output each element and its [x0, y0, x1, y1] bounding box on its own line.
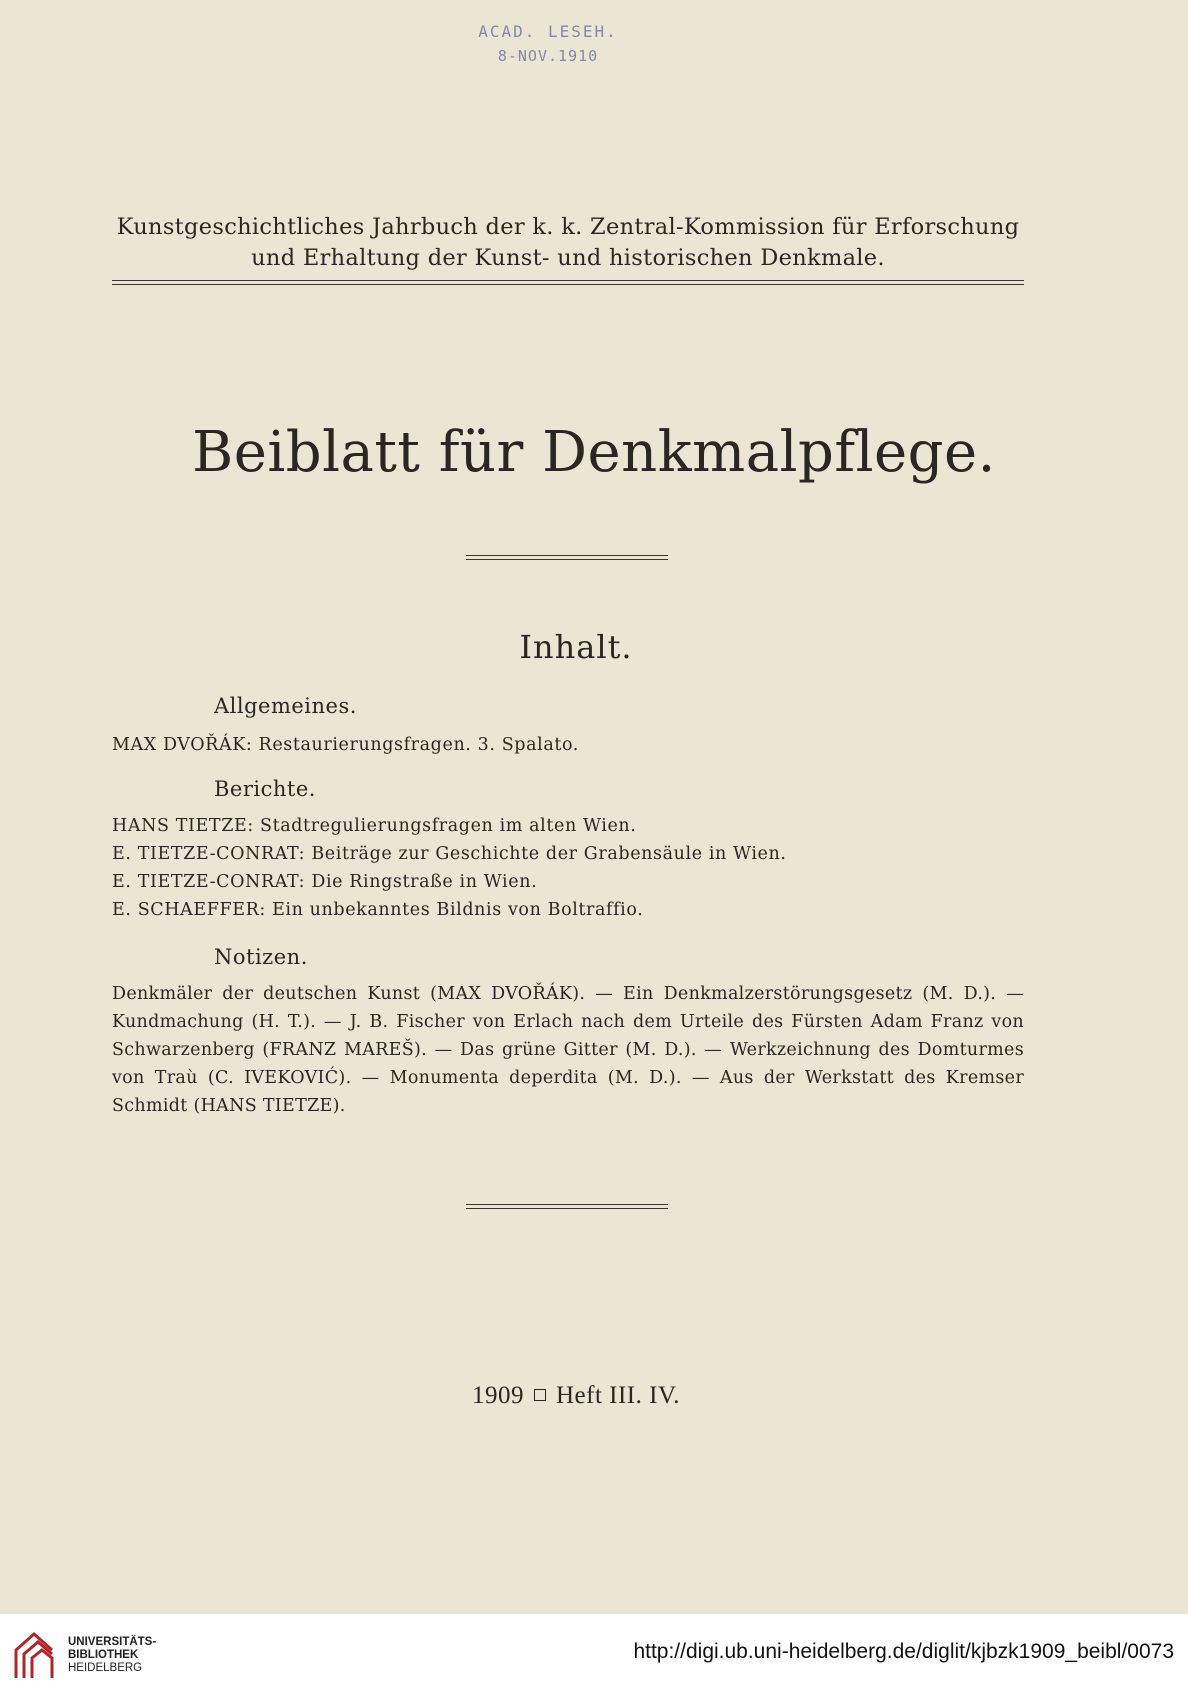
entry-title: Stadtregulierungsfragen im alten Wien. [260, 816, 637, 836]
journal-header [112, 212, 1024, 274]
notiz-item: — Kundmachung (H. T.). [112, 984, 1024, 1032]
journal-header-line-1: Kunstgeschichtliches Jahrbuch der k. k. Zentral-Kommission für Erforschung [116, 214, 1020, 240]
library-bar [0, 1614, 1188, 1699]
notiz-item: — Aus der Werkstatt des Kremser Schmidt (HANS TIETZE). [112, 1068, 1024, 1116]
stamp-line-2: 8-NOV.1910 [497, 47, 599, 65]
notiz-item: — Monumenta deperdita (M. D.). [362, 1068, 682, 1088]
issue-number: Heft III. IV. [555, 1382, 681, 1409]
journal-header-line-2: und Erhaltung der Kunst- und historischen Denkmale. [251, 245, 885, 271]
stamp-line-1: ACAD. LESEH. [478, 22, 618, 41]
entry-title: Ein unbekanntes Bildnis von Boltraffio. [272, 900, 644, 920]
entry-author: MAX DVOŘÁK: [112, 735, 253, 755]
header-double-rule [112, 280, 1024, 285]
entry-author: E. TIETZE-CONRAT: [112, 872, 306, 892]
entry-author: HANS TIETZE: [112, 816, 254, 836]
contents-entry [112, 844, 1024, 864]
notiz-item: — Das grüne Gitter (M. D.). [435, 1040, 697, 1060]
title-double-rule [466, 555, 668, 560]
library-stamp [478, 20, 618, 68]
section-heading-notizen: Notizen. [214, 945, 308, 969]
notizen-paragraph [112, 980, 1024, 1120]
library-name-line-2: BIBLIOTHEK [68, 1649, 139, 1661]
contents-entry [112, 872, 1024, 892]
square-ornament-icon [534, 1389, 546, 1401]
entry-title: Die Ringstraße in Wien. [311, 872, 538, 892]
entry-author: E. TIETZE-CONRAT: [112, 844, 306, 864]
contents-entry [112, 900, 1024, 920]
entry-title: Beiträge zur Geschichte der Grabensäule in Wien. [311, 844, 787, 864]
contents-heading: Inhalt. [519, 628, 633, 666]
issue-footer [0, 1382, 1152, 1410]
entry-title: Restaurierungsfragen. 3. Spalato. [258, 735, 579, 755]
section-heading-allgemeines: Allgemeines. [214, 694, 357, 718]
library-logo-icon [12, 1628, 62, 1684]
entry-author: E. SCHAEFFER: [112, 900, 266, 920]
page-title: Beiblatt für Denkmalpflege. [192, 420, 996, 485]
library-name [68, 1636, 156, 1675]
notiz-item: — Ein Denkmalzerstörungsgesetz (M. D.). [595, 984, 996, 1004]
notiz-item: — Werkzeichnung des Domturmes von Traù (C. IVEKOVIĆ). [112, 1040, 1024, 1088]
library-name-line-1: UNIVERSITÄTS- [68, 1636, 157, 1648]
section-heading-berichte: Berichte. [214, 777, 316, 801]
bottom-double-rule [466, 1204, 668, 1209]
notiz-item: Denkmäler der deutschen Kunst (MAX DVOŘÁK). [112, 984, 586, 1004]
notiz-item: — J. B. Fischer von Erlach nach dem Urteile des Fürsten Adam Franz von Schwarzenberg (FRANZ MAREŠ). [112, 1012, 1024, 1060]
contents-entry [112, 816, 1024, 836]
issue-year: 1909 [471, 1382, 524, 1409]
source-url-link[interactable]: http://digi.ub.uni-heidelberg.de/diglit/kjbzk1909_beibl/0073 [633, 1640, 1174, 1663]
library-name-line-3: HEIDELBERG [68, 1662, 143, 1674]
contents-entry [112, 735, 1024, 755]
